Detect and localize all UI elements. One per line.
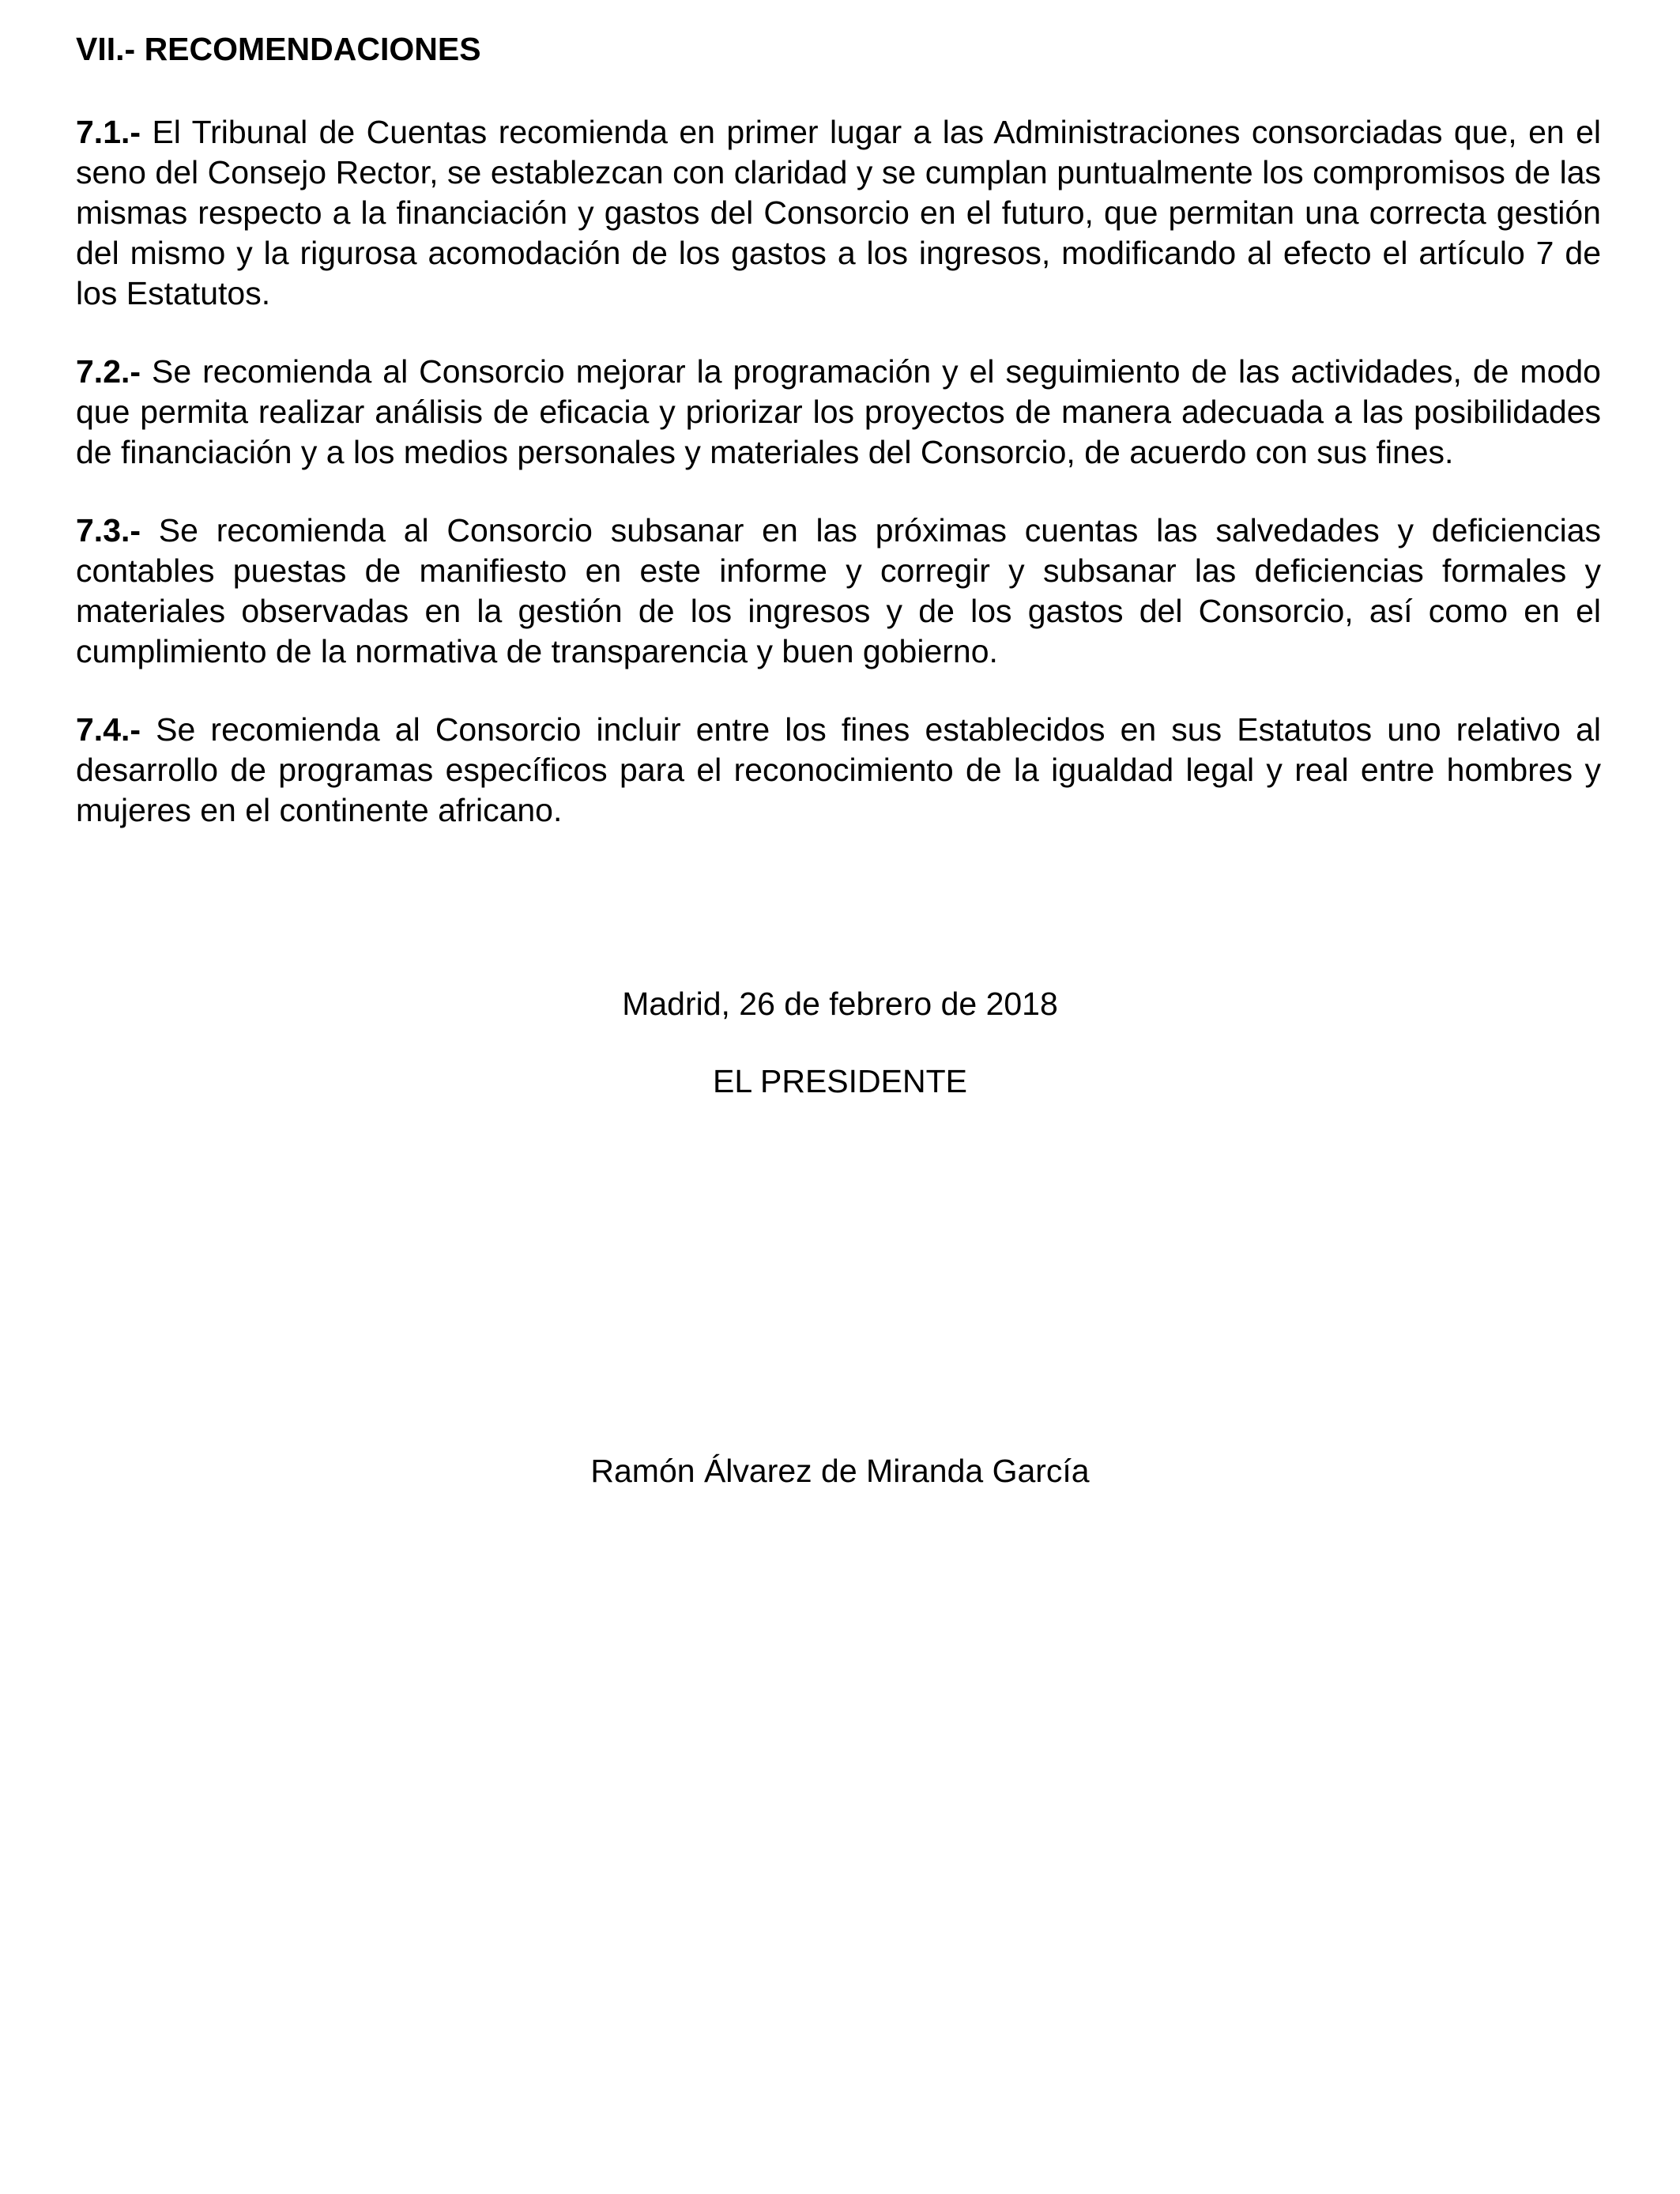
- recommendation-text: Se recomienda al Consorcio incluir entre los fines establecidos en sus Estatutos uno relativo al desarrollo de programas específicos para el reconocimiento de la igualdad legal y real entre hombres y mujeres en el continente africano.: [76, 711, 1601, 828]
- recommendation-7-2: [76, 352, 1601, 473]
- recommendation-number: 7.4.-: [76, 711, 141, 748]
- recommendation-text: Se recomienda al Consorcio mejorar la programación y el seguimiento de las actividades, de modo que permita realizar análisis de eficacia y priorizar los proyectos de manera adecuada a las posibilidades de financiación y a los medios personales y materiales del Consorcio, de acuerdo con sus fines.: [76, 353, 1601, 470]
- recommendation-number: 7.1.-: [76, 114, 141, 150]
- recommendation-text: El Tribunal de Cuentas recomienda en primer lugar a las Administraciones consorciadas que, en el seno del Consejo Rector, se establezcan con claridad y se cumplan puntualmente los compromisos de las mismas respecto a la financiación y gastos del Consorcio en el futuro, que permitan una correcta gestión del mismo y la rigurosa acomodación de los gastos a los ingresos, modificando al efecto el artículo 7 de los Estatutos.: [76, 114, 1601, 311]
- document-body: [76, 28, 1601, 831]
- recommendation-7-3: [76, 511, 1601, 672]
- recommendation-7-4: [76, 710, 1601, 831]
- section-title: VII.- RECOMENDACIONES: [76, 31, 481, 67]
- place-date: Madrid, 26 de febrero de 2018: [622, 986, 1058, 1022]
- recommendation-number: 7.3.-: [76, 512, 141, 548]
- signer-name: Ramón Álvarez de Miranda García: [590, 1453, 1090, 1489]
- recommendation-text: Se recomienda al Consorcio subsanar en las próximas cuentas las salvedades y deficiencias contables puestas de manifiesto en este informe y corregir y subsanar las deficiencias formales y materiales observadas en la gestión de los ingresos y de los gastos del Consorcio, así como en el cumplimiento de la normativa de transparencia y buen gobierno.: [76, 512, 1601, 669]
- signer-title: EL PRESIDENTE: [712, 1063, 967, 1099]
- recommendation-number: 7.2.-: [76, 353, 141, 390]
- recommendation-7-1: [76, 112, 1601, 314]
